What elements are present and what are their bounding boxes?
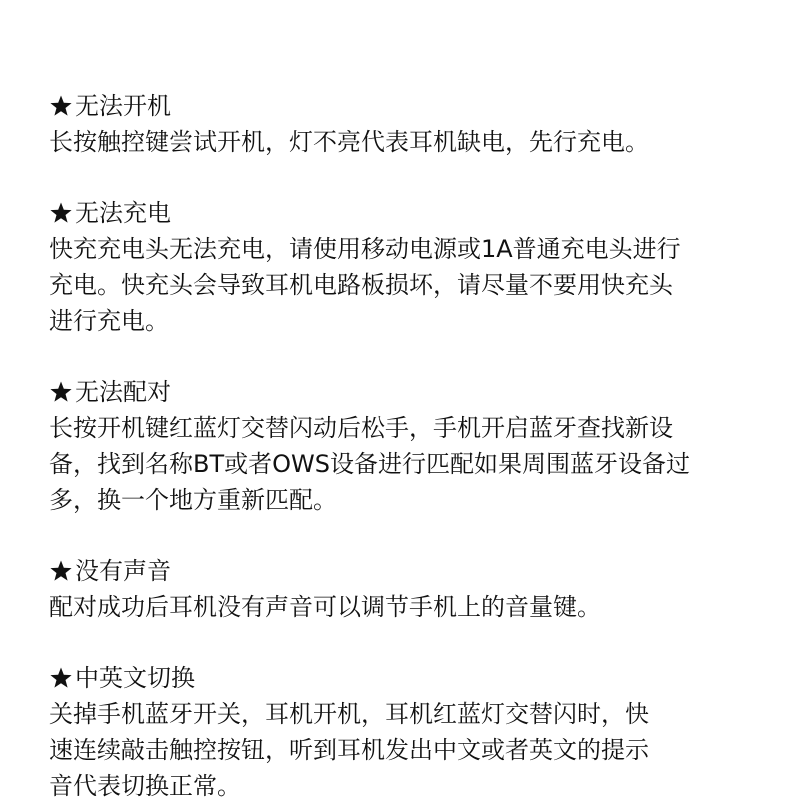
section-body xyxy=(49,410,760,518)
section-heading-text: 无法开机 xyxy=(75,92,171,120)
body-line: 音代表切换正常。 xyxy=(49,772,241,800)
star-icon xyxy=(49,94,73,118)
section-cannot-pair xyxy=(49,374,760,518)
section-heading xyxy=(49,660,760,696)
body-line: 配对成功后耳机没有声音可以调节手机上的音量键。 xyxy=(49,593,601,621)
section-heading-text: 无法配对 xyxy=(75,378,171,406)
section-body xyxy=(49,124,760,160)
star-icon xyxy=(49,559,73,583)
section-body xyxy=(49,589,760,625)
section-no-power xyxy=(49,88,760,160)
section-heading xyxy=(49,88,760,124)
section-body xyxy=(49,696,760,800)
section-heading-text: 无法充电 xyxy=(75,199,171,227)
body-line: 备，找到名称BT或者OWS设备进行匹配如果周围蓝牙设备过 xyxy=(49,450,690,478)
section-heading-text: 中英文切换 xyxy=(75,664,195,692)
section-cannot-charge xyxy=(49,195,760,339)
body-line: 充电。快充头会导致耳机电路板损坏，请尽量不要用快充头 xyxy=(49,271,673,299)
section-heading xyxy=(49,553,760,589)
section-body xyxy=(49,231,760,339)
star-icon xyxy=(49,380,73,404)
body-line: 快充充电头无法充电，请使用移动电源或1A普通充电头进行 xyxy=(49,235,681,263)
section-language-switch xyxy=(49,660,760,800)
body-line: 速连续敲击触控按钮，听到耳机发出中文或者英文的提示 xyxy=(49,736,649,764)
section-no-sound xyxy=(49,553,760,625)
body-line: 长按触控键尝试开机，灯不亮代表耳机缺电，先行充电。 xyxy=(49,128,649,156)
section-heading-text: 没有声音 xyxy=(75,557,171,585)
star-icon xyxy=(49,666,73,690)
body-line: 关掉手机蓝牙开关，耳机开机，耳机红蓝灯交替闪时，快 xyxy=(49,700,649,728)
section-heading xyxy=(49,195,760,231)
body-line: 进行充电。 xyxy=(49,307,169,335)
section-heading xyxy=(49,374,760,410)
body-line: 多，换一个地方重新匹配。 xyxy=(49,486,337,514)
body-line: 长按开机键红蓝灯交替闪动后松手，手机开启蓝牙查找新设 xyxy=(49,414,673,442)
star-icon xyxy=(49,201,73,225)
